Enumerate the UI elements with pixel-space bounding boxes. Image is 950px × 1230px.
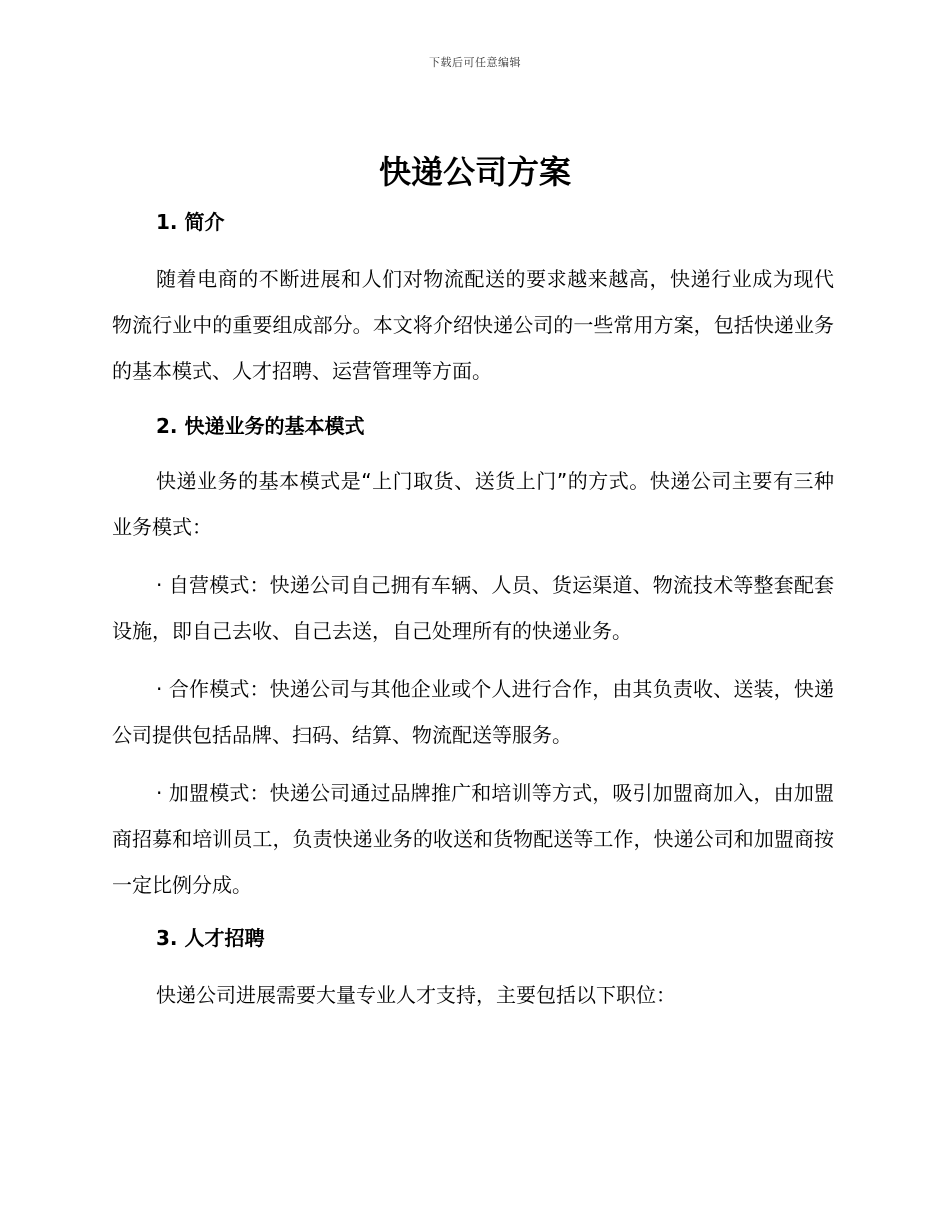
- header-note: 下载后可任意编辑: [429, 56, 521, 69]
- list-item-self-operated: · 自营模式：快递公司自己拥有车辆、人员、货运渠道、物流技术等整套配套设施，即自己去收、自己去送，自己处理所有的快递业务。: [112, 573, 834, 643]
- recruitment-paragraph: 快递公司进展需要大量专业人才支持，主要包括以下职位：: [156, 983, 676, 1007]
- section-heading-recruitment: 3. 人才招聘: [156, 926, 265, 950]
- list-item-franchise: · 加盟模式：快递公司通过品牌推广和培训等方式，吸引加盟商加入，由加盟商招募和培训员工，负责快递业务的收送和货物配送等工作，快递公司和加盟商按一定比例分成。: [112, 781, 834, 897]
- business-models-intro: 快递业务的基本模式是“上门取货、送货上门”的方式。快递公司主要有三种业务模式：: [112, 469, 834, 539]
- section-heading-business-models: 2. 快递业务的基本模式: [156, 414, 365, 438]
- intro-paragraph: 随着电商的不断进展和人们对物流配送的要求越来越高，快递行业成为现代物流行业中的重要组成部分。本文将介绍快递公司的一些常用方案，包括快递业务的基本模式、人才招聘、运营管理等方面。: [112, 267, 834, 383]
- document-title: 快递公司方案: [378, 153, 571, 191]
- list-item-cooperation: · 合作模式：快递公司与其他企业或个人进行合作，由其负责收、送装，快递公司提供包括品牌、扫码、结算、物流配送等服务。: [112, 677, 834, 747]
- section-heading-intro: 1. 简介: [156, 210, 225, 234]
- document-body: [112, 200, 834, 1018]
